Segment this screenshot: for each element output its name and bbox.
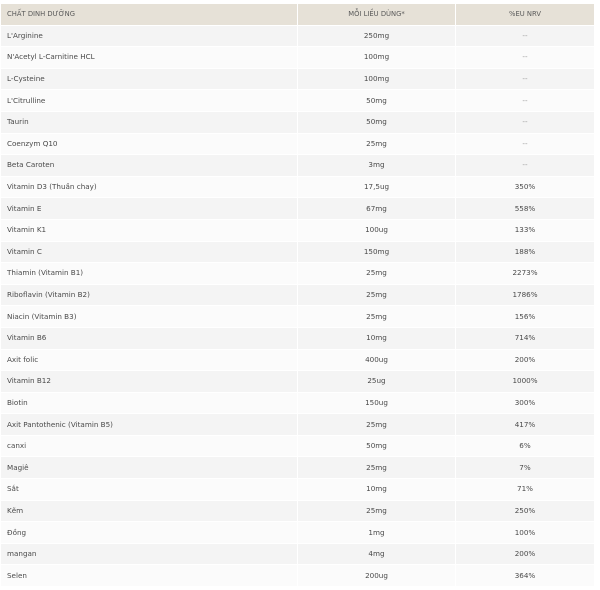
nutrient-name: Selen <box>1 565 298 587</box>
table-row <box>1 306 595 328</box>
per-dose-amount: 25mg <box>298 134 456 156</box>
per-dose-amount: 100mg <box>298 47 456 69</box>
nrv-percent: 7% <box>456 457 595 479</box>
nutrient-name: Niacin (Vitamin B3) <box>1 306 298 328</box>
table-row <box>1 90 595 112</box>
nrv-percent: 100% <box>456 522 595 544</box>
table-row <box>1 522 595 544</box>
per-dose-amount: 17,5ug <box>298 177 456 199</box>
nrv-percent: 250% <box>456 501 595 523</box>
nutrient-name: Vitamin B12 <box>1 371 298 393</box>
per-dose-amount: 50mg <box>298 90 456 112</box>
per-dose-amount: 200ug <box>298 565 456 587</box>
nrv-percent: 200% <box>456 544 595 566</box>
table-row <box>1 414 595 436</box>
nrv-percent: 200% <box>456 350 595 372</box>
nrv-percent: 71% <box>456 479 595 501</box>
table-row <box>1 479 595 501</box>
table-row <box>1 457 595 479</box>
nrv-percent: 558% <box>456 198 595 220</box>
table-row <box>1 242 595 264</box>
table-row <box>1 501 595 523</box>
nrv-percent: 364% <box>456 565 595 587</box>
per-dose-amount: 50mg <box>298 112 456 134</box>
nrv-percent: -- <box>456 69 595 91</box>
header-row <box>1 4 595 26</box>
nrv-percent: -- <box>456 90 595 112</box>
table-row <box>1 220 595 242</box>
nrv-percent: -- <box>456 112 595 134</box>
nutrient-name: Riboflavin (Vitamin B2) <box>1 285 298 307</box>
per-dose-amount: 400ug <box>298 350 456 372</box>
per-dose-amount: 150mg <box>298 242 456 264</box>
table-row <box>1 134 595 156</box>
header-per-dose: MỖI LIỀU DÙNG* <box>298 4 456 26</box>
nutrient-name: Vitamin D3 (Thuần chay) <box>1 177 298 199</box>
table-row <box>1 263 595 285</box>
nutrient-name: Magiê <box>1 457 298 479</box>
table-row <box>1 177 595 199</box>
nrv-percent: 133% <box>456 220 595 242</box>
nrv-percent: -- <box>456 26 595 48</box>
per-dose-amount: 25mg <box>298 414 456 436</box>
nutrient-name: mangan <box>1 544 298 566</box>
table-row <box>1 350 595 372</box>
nrv-percent: 6% <box>456 436 595 458</box>
table-row <box>1 436 595 458</box>
nrv-percent: 156% <box>456 306 595 328</box>
header-nutrient: CHẤT DINH DƯỠNG <box>1 4 298 26</box>
nutrient-name: Taurin <box>1 112 298 134</box>
nutrient-name: Vitamin B6 <box>1 328 298 350</box>
table-row <box>1 47 595 69</box>
table-body <box>1 26 595 587</box>
nutrient-name: Beta Caroten <box>1 155 298 177</box>
per-dose-amount: 67mg <box>298 198 456 220</box>
per-dose-amount: 100ug <box>298 220 456 242</box>
per-dose-amount: 10mg <box>298 479 456 501</box>
table-row <box>1 285 595 307</box>
table-row <box>1 565 595 587</box>
per-dose-amount: 3mg <box>298 155 456 177</box>
nrv-percent: 1786% <box>456 285 595 307</box>
nutrient-name: Axit Pantothenic (Vitamin B5) <box>1 414 298 436</box>
per-dose-amount: 25mg <box>298 501 456 523</box>
per-dose-amount: 25mg <box>298 306 456 328</box>
table-header <box>1 4 595 26</box>
nutrient-name: L'Citrulline <box>1 90 298 112</box>
nrv-percent: 2273% <box>456 263 595 285</box>
table-row <box>1 371 595 393</box>
per-dose-amount: 25mg <box>298 457 456 479</box>
table-row <box>1 155 595 177</box>
table-row <box>1 544 595 566</box>
table-row <box>1 328 595 350</box>
nutrient-table <box>1 4 595 587</box>
nutrient-name: Axit folic <box>1 350 298 372</box>
per-dose-amount: 4mg <box>298 544 456 566</box>
nutrient-name: Thiamin (Vitamin B1) <box>1 263 298 285</box>
table-row <box>1 393 595 415</box>
nrv-percent: 714% <box>456 328 595 350</box>
nrv-percent: 417% <box>456 414 595 436</box>
table-row <box>1 112 595 134</box>
table-row <box>1 198 595 220</box>
per-dose-amount: 10mg <box>298 328 456 350</box>
nrv-percent: -- <box>456 155 595 177</box>
nutrient-name: Đồng <box>1 522 298 544</box>
per-dose-amount: 250mg <box>298 26 456 48</box>
per-dose-amount: 150ug <box>298 393 456 415</box>
nrv-percent: 350% <box>456 177 595 199</box>
per-dose-amount: 50mg <box>298 436 456 458</box>
nrv-percent: 300% <box>456 393 595 415</box>
table-row <box>1 69 595 91</box>
per-dose-amount: 25mg <box>298 263 456 285</box>
per-dose-amount: 100mg <box>298 69 456 91</box>
nutrient-name: Kẽm <box>1 501 298 523</box>
nutrient-name: L'Arginine <box>1 26 298 48</box>
nutrient-name: Coenzym Q10 <box>1 134 298 156</box>
table-row <box>1 26 595 48</box>
nrv-percent: -- <box>456 47 595 69</box>
nutrient-name: Vitamin E <box>1 198 298 220</box>
nutrient-name: canxi <box>1 436 298 458</box>
nutrient-name: Sắt <box>1 479 298 501</box>
nutrient-name: N'Acetyl L-Carnitine HCL <box>1 47 298 69</box>
per-dose-amount: 1mg <box>298 522 456 544</box>
nutrient-name: Biotin <box>1 393 298 415</box>
nrv-percent: 1000% <box>456 371 595 393</box>
per-dose-amount: 25mg <box>298 285 456 307</box>
nutrient-name: Vitamin K1 <box>1 220 298 242</box>
per-dose-amount: 25ug <box>298 371 456 393</box>
nrv-percent: 188% <box>456 242 595 264</box>
header-nrv: %EU NRV <box>456 4 595 26</box>
nrv-percent: -- <box>456 134 595 156</box>
nutrient-name: L-Cysteine <box>1 69 298 91</box>
nutrient-name: Vitamin C <box>1 242 298 264</box>
